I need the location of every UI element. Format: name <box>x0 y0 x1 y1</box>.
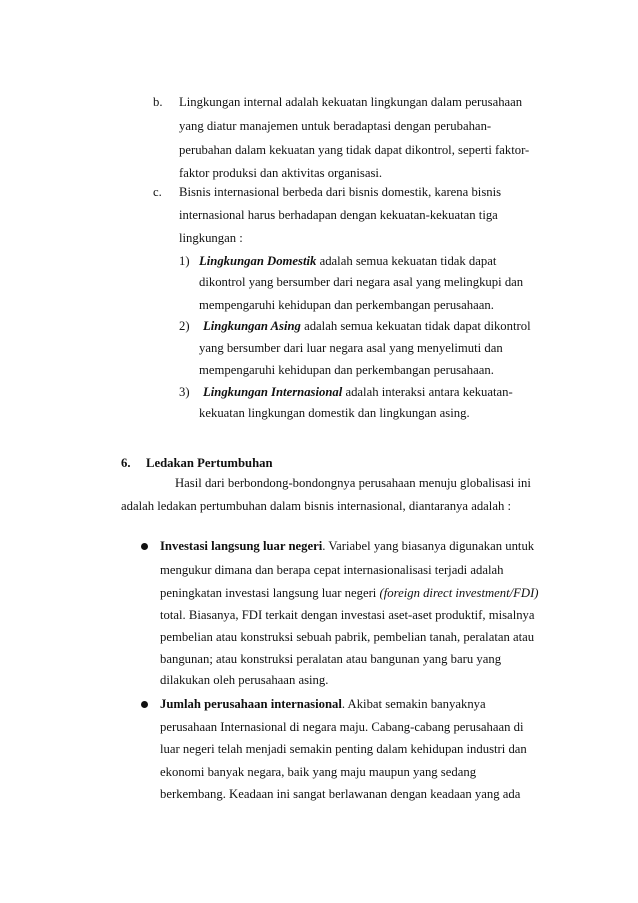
item-b-line-3: perubahan dalam kekuatan yang tidak dapat dikontrol, seperti faktor- <box>179 143 530 157</box>
subitem-1-line-2: dikontrol yang bersumber dari negara asal yang melingkupi dan <box>199 275 524 289</box>
subitem-2-line-2: yang bersumber dari luar negara asal yang menyelimuti dan <box>199 341 503 355</box>
item-c-line-3: lingkungan : <box>179 231 243 245</box>
bullet-1-fdi-term: (foreign direct investment/FDI) <box>379 586 539 600</box>
bullet-1-line-6: bangunan; atau konstruksi peralatan atau bangunan yang baru yang <box>160 652 502 666</box>
term-lingkungan-asing: Lingkungan Asing <box>203 319 301 333</box>
bullet-2-line-5: berkembang. Keadaan ini sangat berlawanan dengan keadaan yang ada <box>160 787 521 801</box>
section-title: Ledakan Pertumbuhan <box>146 456 273 470</box>
list-marker-c: c. <box>153 185 162 199</box>
section-intro-line-2: adalah ledakan pertumbuhan dalam bisnis internasional, diantaranya adalah : <box>121 499 511 513</box>
bullet-1-line-5: pembelian atau konstruksi sebuah pabrik, pembelian tanah, peralatan atau <box>160 630 535 644</box>
bullet-1-line-1 <box>160 538 534 554</box>
bullet-1-line-3-pre: peningkatan investasi langsung luar negeri <box>160 586 380 600</box>
section-intro-line-1: Hasil dari berbondong-bondongnya perusahaan menuju globalisasi ini <box>175 476 531 490</box>
subitem-1-line-1 <box>199 253 496 269</box>
subitem-marker-3: 3) <box>179 385 190 399</box>
bullet-1-rest: . Variabel yang biasanya digunakan untuk <box>322 539 535 553</box>
bullet-1-line-7: dilakukan oleh perusahaan asing. <box>160 673 329 687</box>
bullet-1-line-2: mengukur dimana dan berapa cepat internasionalisasi terjadi adalah <box>160 563 504 577</box>
subitem-3-rest: adalah interaksi antara kekuatan- <box>342 385 513 399</box>
subitem-1-rest: adalah semua kekuatan tidak dapat <box>316 254 497 268</box>
subitem-2-rest: adalah semua kekuatan tidak dapat dikontrol <box>300 319 531 333</box>
subitem-1-line-3: mempengaruhi kehidupan dan perkembangan perusahaan. <box>199 298 494 312</box>
bullet-2-rest: . Akibat semakin banyaknya <box>341 697 486 711</box>
term-jumlah-perusahaan: Jumlah perusahaan internasional <box>160 697 342 711</box>
item-b-line-4: faktor produksi dan aktivitas organisasi. <box>179 166 383 180</box>
item-c-line-1: Bisnis internasional berbeda dari bisnis domestik, karena bisnis <box>179 185 502 199</box>
item-c-line-2: internasional harus berhadapan dengan kekuatan-kekuatan tiga <box>179 208 498 222</box>
bullet-1-line-4: total. Biasanya, FDI terkait dengan investasi aset-aset produktif, misalnya <box>160 608 535 622</box>
bullet-2-line-1 <box>160 696 486 712</box>
bullet-icon <box>141 701 148 708</box>
subitem-2-line-3: mempengaruhi kehidupan dan perkembangan perusahaan. <box>199 363 494 377</box>
list-marker-b: b. <box>153 95 163 109</box>
subitem-3-line-2: kekuatan lingkungan domestik dan lingkungan asing. <box>199 406 470 420</box>
item-b-line-2: yang diatur manajemen untuk beradaptasi dengan perubahan- <box>179 119 492 133</box>
section-number: 6. <box>121 456 131 470</box>
subitem-marker-2: 2) <box>179 319 190 333</box>
term-investasi-langsung: Investasi langsung luar negeri <box>160 539 323 553</box>
term-lingkungan-domestik: Lingkungan Domestik <box>199 254 317 268</box>
subitem-2-line-1 <box>203 318 531 334</box>
bullet-1-line-3 <box>160 585 539 601</box>
bullet-icon <box>141 543 148 550</box>
term-lingkungan-internasional: Lingkungan Internasional <box>203 385 343 399</box>
bullet-2-line-3: luar negeri telah menjadi semakin penting dalam kehidupan industri dan <box>160 742 527 756</box>
bullet-2-line-2: perusahaan Internasional di negara maju. Cabang-cabang perusahaan di <box>160 720 524 734</box>
bullet-2-line-4: ekonomi banyak negara, baik yang maju maupun yang sedang <box>160 765 477 779</box>
subitem-3-line-1 <box>203 384 513 400</box>
subitem-marker-1: 1) <box>179 254 190 268</box>
item-b-line-1: Lingkungan internal adalah kekuatan lingkungan dalam perusahaan <box>179 95 523 109</box>
